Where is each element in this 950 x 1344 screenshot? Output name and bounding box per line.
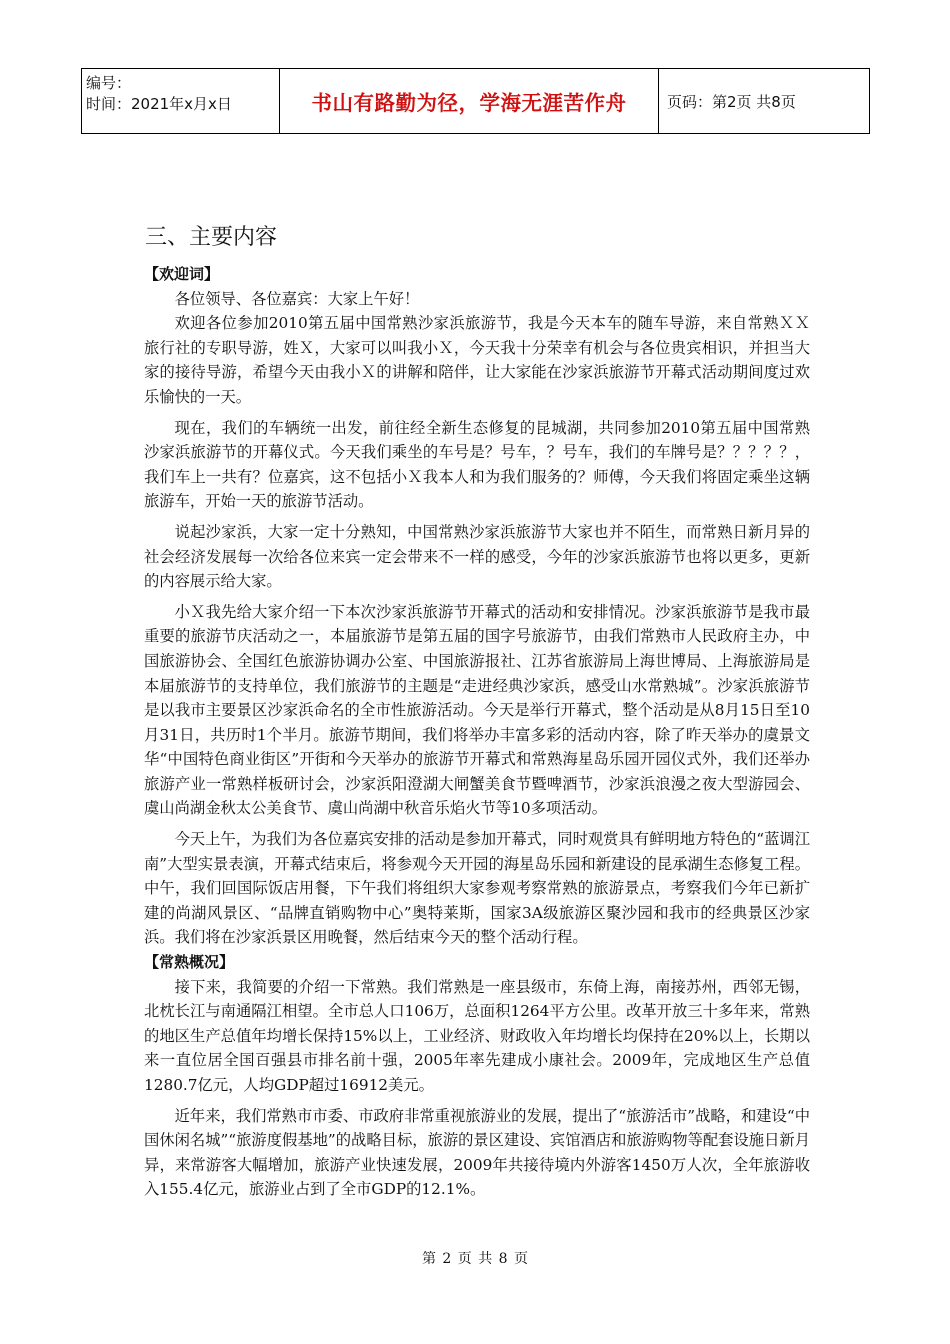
section-title: 三、主要内容 xyxy=(145,225,278,250)
overview-paragraph: 近年来，我们常熟市市委、市政府非常重视旅游业的发展，提出了“旅游活市”战略，和建设“中国休闲名城”“旅游度假基地”的战略目标，旅游的景区建设、宾馆酒店和旅游购物等配套设施日新月异，来常游客大幅增加，旅游产业快速发展，2009年共接待境内外游客1450万人次，全年旅游收入155.4亿元，旅游业占到了全市GDP的12.1%。 xyxy=(144,1106,810,1199)
time-label: 时间：2021年x月x日 xyxy=(86,95,232,113)
header-info-cell xyxy=(82,69,280,133)
document-body xyxy=(144,220,810,1202)
welcome-paragraph: 现在，我们的车辆统一出发，前往经全新生态修复的昆城湖，共同参加2010第五届中国常熟沙家浜旅游节的开幕仪式。今天我们乘坐的车号是？号车，？号车，我们的车牌号是？？？？？，我们车上一共有？位嘉宾，这不包括小Ｘ我本人和为我们服务的？师傅，今天我们将固定乘坐这辆旅游车，开始一天的旅游节活动。 xyxy=(144,418,810,511)
overview-heading: 【常熟概况】 xyxy=(144,953,235,972)
motto: 书山有路勤为径，学海无涯苦作舟 xyxy=(280,69,659,133)
welcome-paragraph: 今天上午，为我们为各位嘉宾安排的活动是参加开幕式，同时观赏具有鲜明地方特色的“蓝调江南”大型实景表演，开幕式结束后，将参观今天开园的海星岛乐园和新建设的昆承湖生态修复工程。中午，我们回国际饭店用餐，下午我们将组织大家参观考察常熟的旅游景点，考察我们今年已新扩建的尚湖风景区、“品牌直销购物中心”奥特莱斯，国家3A级旅游区聚沙园和我市的经典景区沙家浜。我们将在沙家浜景区用晚餐，然后结束今天的整个活动行程。 xyxy=(144,830,810,947)
number-label: 编号： xyxy=(86,74,132,92)
welcome-heading: 【欢迎词】 xyxy=(144,265,220,283)
overview-paragraph: 接下来，我简要的介绍一下常熟。我们常熟是一座县级市，东倚上海，南接苏州，西邻无锡，北枕长江与南通隔江相望。全市总人口106万，总面积1264平方公里。改革开放三十多年来，常熟的地区生产总值年均增长保持15%以上，工业经济、财政收入年均增长均保持在20%以上，长期以来一直位居全国百强县市排名前十强，2005年率先建成小康社会。2009年，完成地区生产总值1280.7亿元，人均GDP超过16912美元。 xyxy=(144,977,810,1094)
header-table xyxy=(81,68,870,134)
welcome-paragraph: 欢迎各位参加2010第五届中国常熟沙家浜旅游节，我是今天本车的随车导游，来自常熟ＸＸ旅行社的专职导游，姓Ｘ，大家可以叫我小Ｘ，今天我十分荣幸有机会与各位贵宾相识，并担当大家的接待导游，希望今天由我小Ｘ的讲解和陪伴，让大家能在沙家浜旅游节开幕式活动期间度过欢乐愉快的一天。 xyxy=(144,314,810,406)
page-info: 页码：第2页 共8页 xyxy=(667,92,796,111)
welcome-paragraph: 小Ｘ我先给大家介绍一下本次沙家浜旅游节开幕式的活动和安排情况。沙家浜旅游节是我市最重要的旅游节庆活动之一，本届旅游节是第五届的国字号旅游节，由我们常熟市人民政府主办，中国旅游协会、全国红色旅游协调办公室、中国旅游报社、江苏省旅游局上海世博局、上海旅游局是本届旅游节的支持单位，我们旅游节的主题是“走进经典沙家浜，感受山水常熟城”。沙家浜旅游节是以我市主要景区沙家浜命名的全市性旅游活动。今天是举行开幕式，整个活动是从8月15日至10月31日，共历时1个半月。旅游节期间，我们将举办丰富多彩的活动内容，除了昨天举办的虞景文华“中国特色商业街区”开街和今天举办的旅游节开幕式和常熟海星岛乐园开园仪式外，我们还举办旅游产业一常熟样板研讨会，沙家浜阳澄湖大闸蟹美食节暨啤酒节，沙家浜浪漫之夜大型游园会、虞山尚湖金秋太公美食节、虞山尚湖中秋音乐焰火节等10多项活动。 xyxy=(144,602,810,818)
welcome-paragraph: 各位领导、各位嘉宾：大家上午好！ xyxy=(174,289,420,308)
page-footer: 第 2 页 共 8 页 xyxy=(421,1251,529,1267)
welcome-paragraph: 说起沙家浜，大家一定十分熟知，中国常熟沙家浜旅游节大家也并不陌生，而常熟日新月异的社会经济发展每一次给各位来宾一定会带来不一样的感受，今年的沙家浜旅游节也将以更多，更新的内容展示给大家。 xyxy=(144,522,810,591)
